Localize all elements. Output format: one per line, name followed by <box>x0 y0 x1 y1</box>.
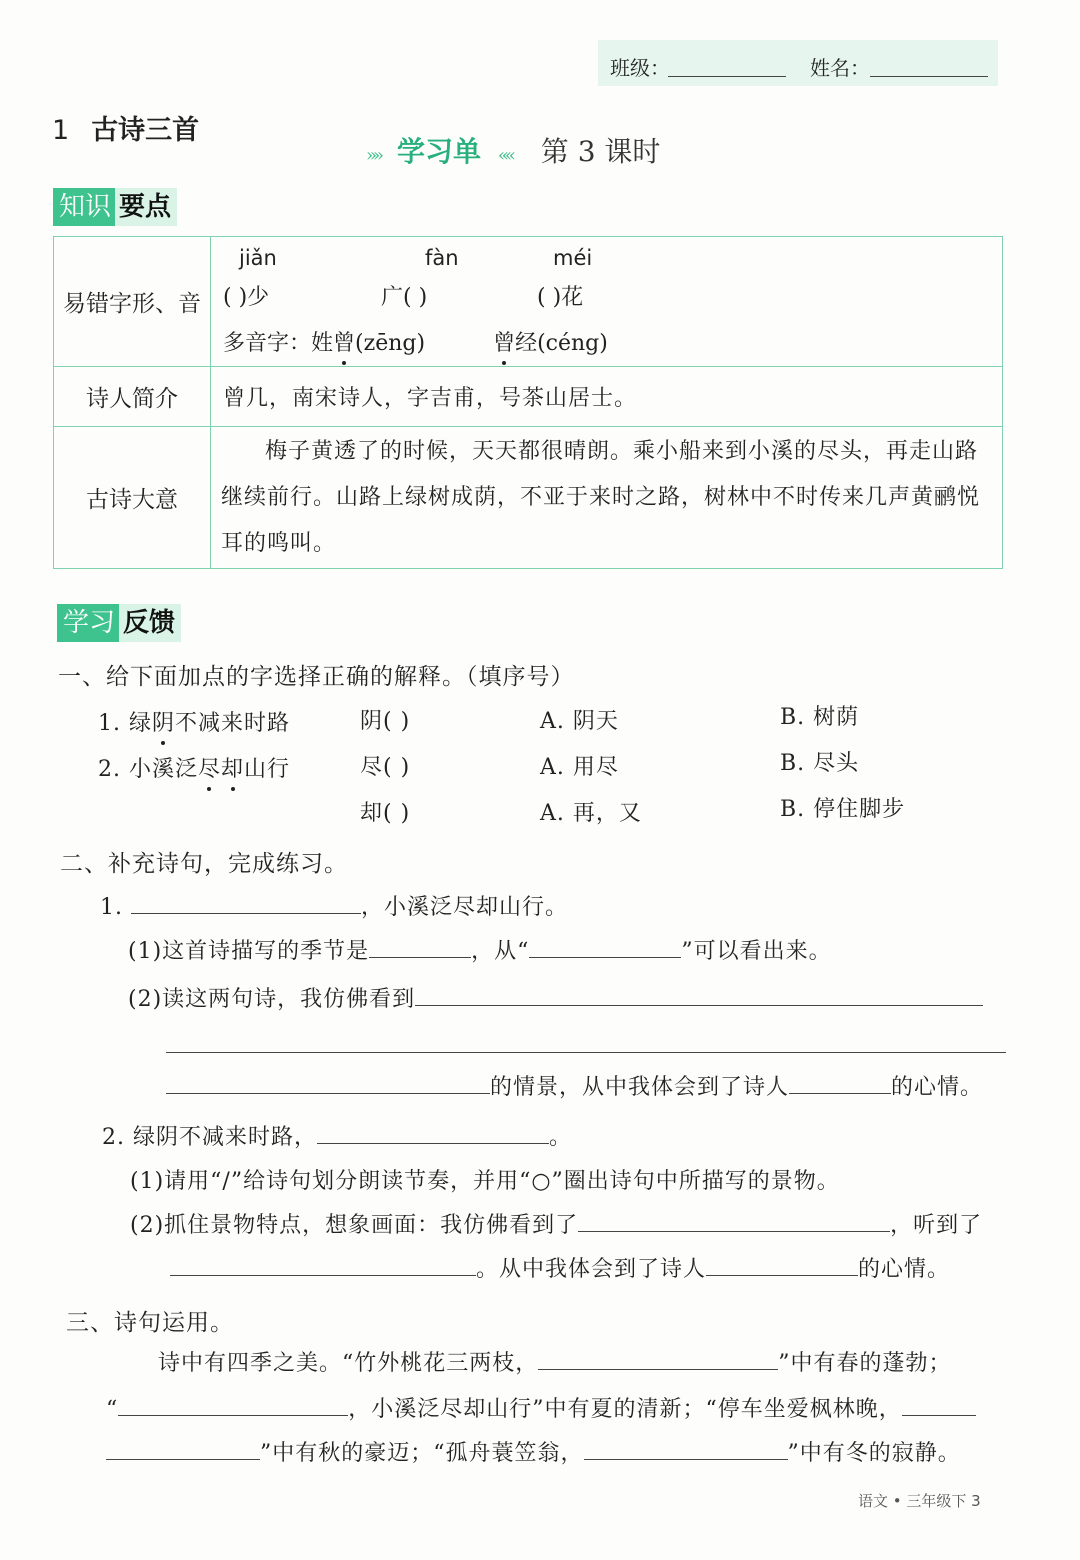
s1-item2-option-b: B. 尽头 <box>780 751 860 776</box>
s2-q1-2-blank4[interactable] <box>789 1071 891 1094</box>
s1-l2-dot2: 却 <box>221 752 244 783</box>
name-label: 姓名： <box>810 56 870 80</box>
s2-q2-2-d: 的心情。 <box>858 1257 951 1282</box>
s2-q1-1-blank1[interactable] <box>369 935 471 958</box>
s1-item3-char[interactable]: 却( ) <box>360 801 411 826</box>
s2-q2-2-b: ，听到了 <box>890 1213 983 1238</box>
s2-q2-end: 。 <box>548 1125 572 1150</box>
page-footer: 语文 • 三年级下 3 <box>858 1492 981 1510</box>
table-row <box>54 367 1003 427</box>
pinyin-2: fàn <box>425 246 459 270</box>
polyphone-row <box>223 326 990 357</box>
feedback-badge-part2: 反馈 <box>119 604 181 642</box>
feedback-badge-part1: 学习 <box>57 604 119 642</box>
lesson-title <box>52 108 199 147</box>
knowledge-badge-part2: 要点 <box>115 188 177 226</box>
s1-item1-option-a: A. 阴天 <box>540 709 619 734</box>
section1-line1 <box>98 706 290 737</box>
s2-q2-blank[interactable] <box>317 1121 549 1144</box>
section3-title: 三、诗句运用。 <box>66 1310 234 1336</box>
s2-q2-2-blank3[interactable] <box>706 1253 858 1276</box>
pinyin-row <box>223 246 990 274</box>
s2-q2-2-a: (2)抓住景物特点，想象画面：我仿佛看到了 <box>130 1213 579 1238</box>
char-blank-1[interactable]: ( )少 <box>223 285 270 310</box>
lesson-number: 1 <box>52 115 70 146</box>
polyphone-b-post: 经(céng) <box>515 331 608 356</box>
lesson-title-text: 古诗三首 <box>91 115 200 146</box>
s2-q1-1 <box>128 934 832 965</box>
row-body-poet: 曾几，南宋诗人，字吉甫，号茶山居士。 <box>211 367 1003 427</box>
s2-q1-tail: ，小溪泛尽却山行。 <box>361 895 569 920</box>
s2-q1-2 <box>128 982 983 1013</box>
s1-item3-option-b: B. 停住脚步 <box>780 797 906 822</box>
s2-q1-1-b: ，从“ <box>471 939 530 964</box>
s3-l3-a: ”中有秋的豪迈；“孤舟蓑笠翁， <box>260 1441 584 1466</box>
section1-line2 <box>98 752 290 783</box>
s3-l2-a: “ <box>106 1397 119 1422</box>
s2-q1-2-blank1[interactable] <box>415 983 983 1006</box>
s2-q2-1: (1)请用“/”给诗句划分朗读节奏，并用“○”圈出诗句中所描写的景物。 <box>130 1169 840 1194</box>
s1-l1-pre: 1. 绿 <box>98 711 152 736</box>
s1-item3-option-a: A. 再，又 <box>540 801 642 826</box>
s2-q1-blank[interactable] <box>131 891 361 914</box>
pinyin-3: méi <box>553 246 593 270</box>
row-body-characters <box>211 237 1003 367</box>
arrow-right-icon: »» <box>366 145 381 166</box>
arrow-left-icon: «« <box>497 145 512 166</box>
s3-line1 <box>158 1346 952 1377</box>
poem-meaning: 梅子黄透了的时候，天天都很晴朗。乘小船来到小溪的尽头，再走山路继续前行。山路上绿树成荫，不亚于来时之路，树林中不时传来几声黄鹂悦耳的鸣叫。 <box>221 438 981 556</box>
s3-blank1[interactable] <box>538 1347 778 1370</box>
s3-blank5[interactable] <box>584 1437 788 1460</box>
s3-blank3[interactable] <box>902 1393 976 1416</box>
s2-q1-1-a: (1)这首诗描写的季节是 <box>128 939 370 964</box>
s3-l1-b: ”中有春的蓬勃； <box>778 1351 952 1376</box>
student-info-box <box>598 40 998 86</box>
char-blank-row <box>223 280 990 316</box>
s2-q1-2-blank2[interactable] <box>166 1030 1006 1053</box>
s1-l1-dot: 阴 <box>152 706 175 737</box>
s3-l2-b: ，小溪泛尽却山行”中有夏的清新；“停车坐爱枫林晚， <box>348 1397 902 1422</box>
s2-q1-1-blank2[interactable] <box>529 935 681 958</box>
s3-l3-b: ”中有冬的寂静。 <box>787 1441 961 1466</box>
knowledge-badge <box>53 188 177 226</box>
name-field[interactable] <box>870 54 988 77</box>
feedback-badge <box>57 604 181 642</box>
s2-q1-2-c: 的心情。 <box>891 1075 984 1100</box>
char-blank-2[interactable]: 广( ) <box>381 285 428 310</box>
s3-line3 <box>106 1436 961 1467</box>
s2-q2-text: 2. 绿阴不减来时路， <box>102 1125 317 1150</box>
s3-blank4[interactable] <box>106 1437 260 1460</box>
polyphone-label: 多音字： <box>223 331 312 356</box>
s2-q1 <box>100 890 568 921</box>
knowledge-badge-part1: 知识 <box>53 188 115 226</box>
s2-q2-2-blank2[interactable] <box>170 1253 476 1276</box>
row-header-characters: 易错字形、音 <box>54 237 211 367</box>
sheet-header <box>366 130 660 170</box>
s2-q1-2-blank3[interactable] <box>166 1071 490 1094</box>
s1-item1-option-b: B. 树荫 <box>780 705 860 730</box>
s2-q2 <box>102 1120 572 1151</box>
knowledge-table <box>53 236 1003 569</box>
polyphone-a-char: 曾 <box>333 326 355 357</box>
s2-q1-2-cont <box>166 1070 983 1101</box>
section1-title: 一、给下面加点的字选择正确的解释。（填序号） <box>58 664 575 690</box>
s2-q2-2-blank1[interactable] <box>578 1209 890 1232</box>
row-header-meaning: 古诗大意 <box>54 427 211 569</box>
s2-q2-2-c: 。从中我体会到了诗人 <box>476 1257 707 1282</box>
polyphone-b-char: 曾 <box>493 326 515 357</box>
s2-q1-1-c: ”可以看出来。 <box>681 939 832 964</box>
s3-l1-a: 诗中有四季之美。“竹外桃花三两枝， <box>158 1351 539 1376</box>
s2-q2-2-cont <box>170 1252 950 1283</box>
s1-item2-option-a: A. 用尽 <box>540 755 619 780</box>
polyphone-a-post: (zēng) <box>355 331 426 356</box>
row-header-poet: 诗人简介 <box>54 367 211 427</box>
table-row <box>54 237 1003 367</box>
row-body-meaning <box>211 427 1003 569</box>
s2-q2-2 <box>130 1208 982 1239</box>
s2-q1-2-a: (2)读这两句诗，我仿佛看到 <box>128 987 416 1012</box>
s1-l2-post: 山行 <box>244 757 291 782</box>
s3-line2 <box>106 1392 976 1423</box>
s1-item1-char[interactable]: 阴( ) <box>360 709 411 734</box>
pinyin-1: jiǎn <box>239 246 277 270</box>
s2-q1-2-b: 的情景，从中我体会到了诗人 <box>490 1075 790 1100</box>
section2-title: 二、补充诗句，完成练习。 <box>60 851 348 877</box>
s3-blank2[interactable] <box>118 1393 348 1416</box>
table-row <box>54 427 1003 569</box>
s1-l2-dot1: 尽 <box>198 752 221 783</box>
polyphone-a-pre: 姓 <box>311 331 334 356</box>
s1-item2-char[interactable]: 尽( ) <box>360 755 411 780</box>
s2-q1-num: 1. <box>100 895 123 920</box>
class-field[interactable] <box>668 54 786 77</box>
lesson-period: 第 3 课时 <box>540 135 661 168</box>
s1-l2-pre: 2. 小溪泛 <box>98 757 198 782</box>
sheet-name: 学习单 <box>396 135 481 168</box>
s1-l1-post: 不减来时路 <box>175 711 291 736</box>
char-blank-3[interactable]: ( )花 <box>537 285 584 310</box>
class-label: 班级： <box>610 56 670 80</box>
